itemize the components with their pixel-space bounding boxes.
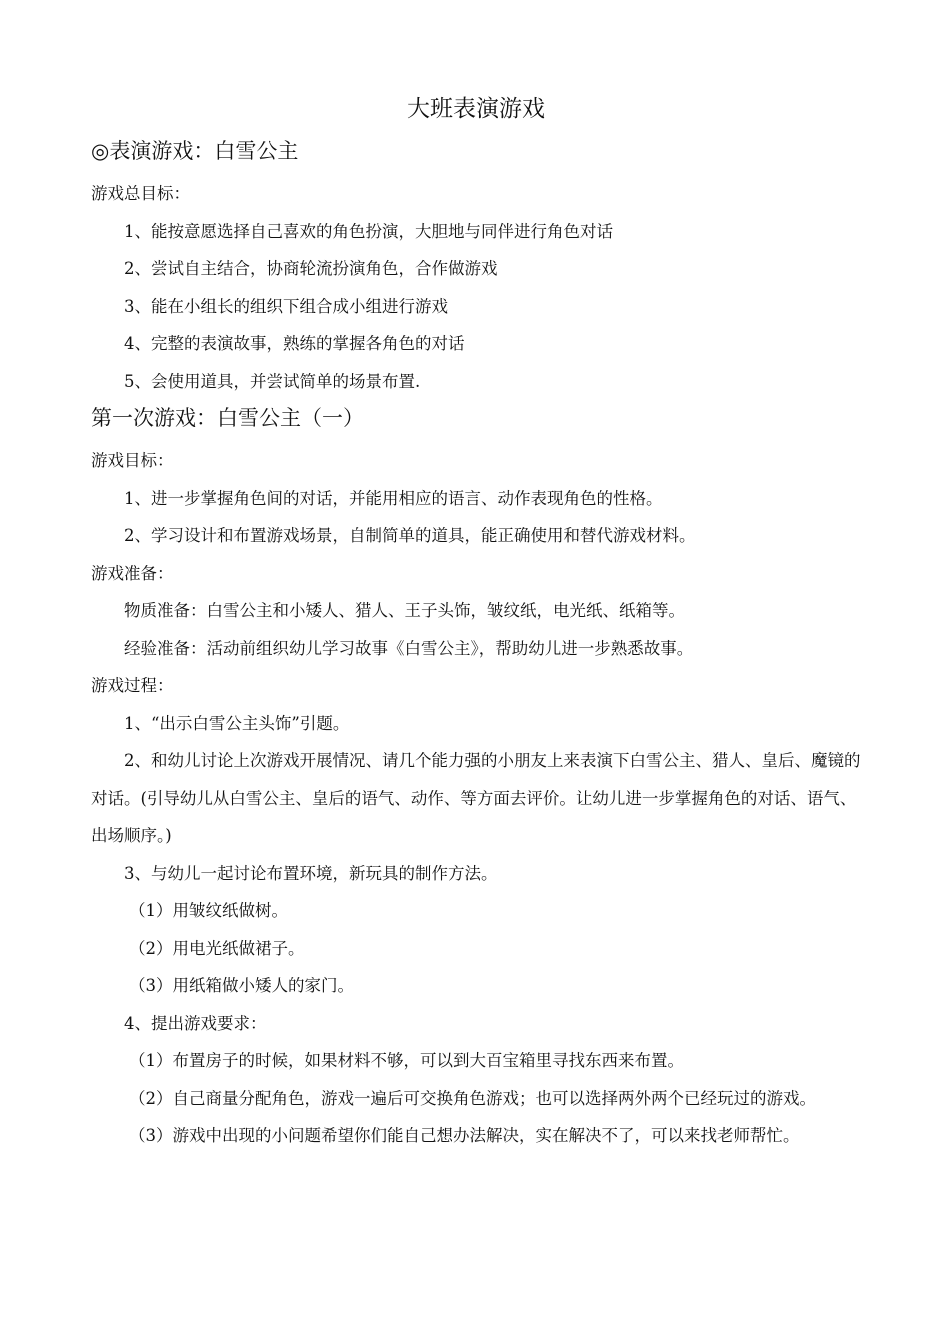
game-process-label: 游戏过程： (91, 676, 174, 695)
overall-goal-label: 游戏总目标： (91, 184, 190, 203)
overall-goal-item: 5、会使用道具，并尝试简单的场景布置. (124, 371, 421, 391)
process-step: 3、与幼儿一起讨论布置环境，新玩具的制作方法。 (124, 863, 498, 883)
game-goal-item: 2、学习设计和布置游戏场景，自制简单的道具，能正确使用和替代游戏材料。 (124, 526, 696, 545)
requirement-item: （1）布置房子的时候，如果材料不够，可以到大百宝箱里寻找东西来布置。 (129, 1051, 684, 1070)
requirements-label: 4、提出游戏要求： (124, 1013, 267, 1033)
requirement-item: （2）自己商量分配角色，游戏一遍后可交换角色游戏；也可以选择两外两个已经玩过的游戏。 (129, 1088, 816, 1108)
game-goal-label: 游戏目标： (91, 451, 174, 470)
section-heading-performance-game: ◎表演游戏：白雪公主 (91, 139, 299, 163)
section-heading-first-game: 第一次游戏：白雪公主（一） (91, 406, 364, 430)
material-prep: 物质准备：白雪公主和小矮人、猎人、王子头饰，皱纹纸，电光纸、纸箱等。 (124, 601, 685, 620)
document-content (91, 92, 861, 1155)
process-step: 1、“出示白雪公主头饰”引题。 (124, 713, 350, 733)
material-item: （1）用皱纹纸做树。 (129, 901, 288, 920)
document-title: 大班表演游戏 (407, 96, 545, 122)
material-item: （2）用电光纸做裙子。 (129, 938, 305, 958)
process-step: 2、和幼儿讨论上次游戏开展情况、请几个能力强的小朋友上来表演下白雪公主、猎人、皇后、魔镜的对话。(引导幼儿从白雪公主、皇后的语气、动作、等方面去评价。让幼儿进一步掌握角色的对话、语气、出场顺序。) (91, 751, 861, 845)
overall-goal-item: 2、尝试自主结合，协商轮流扮演角色，合作做游戏 (124, 259, 498, 278)
overall-goal-item: 1、能按意愿选择自己喜欢的角色扮演，大胆地与同伴进行角色对话 (124, 221, 613, 241)
overall-goal-item: 3、能在小组长的组织下组合成小组进行游戏 (124, 296, 448, 316)
requirement-item: （3）游戏中出现的小问题希望你们能自己想办法解决，实在解决不了，可以来找老师帮忙。 (129, 1126, 800, 1145)
game-prep-label: 游戏准备： (91, 563, 174, 583)
experience-prep: 经验准备：活动前组织幼儿学习故事《白雪公主》，帮助幼儿进一步熟悉故事。 (124, 638, 694, 658)
game-goal-item: 1、进一步掌握角色间的对话，并能用相应的语言、动作表现角色的性格。 (124, 488, 663, 508)
material-item: （3）用纸箱做小矮人的家门。 (129, 976, 354, 995)
overall-goal-item: 4、完整的表演故事，熟练的掌握各角色的对话 (124, 334, 465, 353)
